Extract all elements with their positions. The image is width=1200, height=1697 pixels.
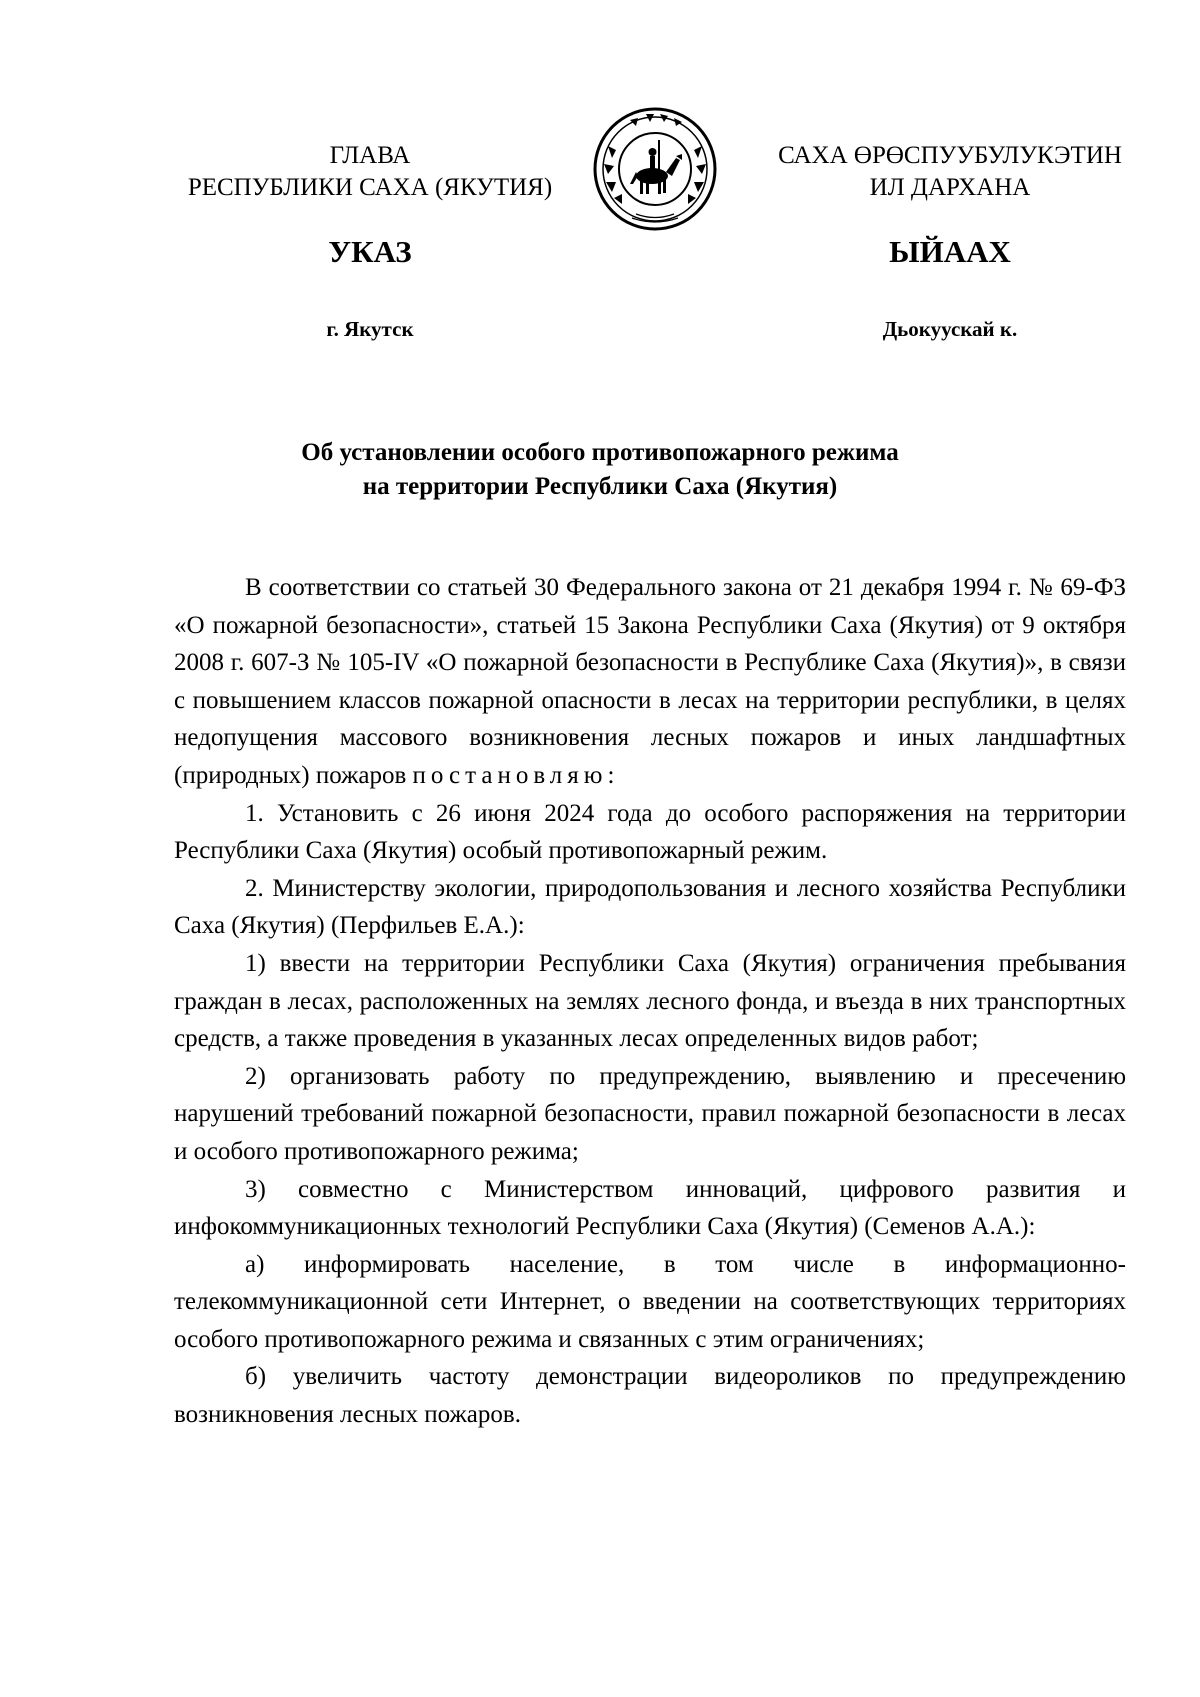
item-paragraph: б) увеличить частоту демонстрации видеороликов по предупреждению возникновения лесных пожаров.: [174, 1363, 1126, 1429]
issuer-ru-line2: РЕСПУБЛИКИ САХА (ЯКУТИЯ): [187, 174, 553, 201]
issuer-sah-line2: ИЛ ДАРХАНА: [869, 174, 1031, 201]
city-sah: Дьокуускай к.: [882, 317, 1018, 341]
document-title-line1: Об установлении особого противопожарного режима: [301, 439, 899, 466]
issuer-sah: [750, 140, 1150, 204]
item-paragraph: 2) организовать работу по предупреждению, выявлению и пресечению нарушений требований пожарной безопасности, правил пожарной безопасности в лесах и особого противопожарного режима;: [174, 1062, 1126, 1165]
item-paragraph: 1) ввести на территории Республики Саха (Якутия) ограничения пребывания граждан в лесах, расположенных на землях лесного фонда, и въезда в них транспортных средств, а также проведения в указанных лесах определенных видов работ;: [174, 949, 1126, 1053]
issuer-ru-line1: ГЛАВА: [329, 142, 411, 169]
document-title: [200, 436, 1000, 504]
city-ru: г. Якутск: [326, 317, 414, 341]
decree-word: постановляю:: [412, 761, 620, 789]
decree-type-ru: УКАЗ: [328, 234, 412, 269]
preamble-text: В соответствии со статьей 30 Федерального закона от 21 декабря 1994 г. № 69-ФЗ «О пожарной безопасности», статьей 15 Закона Республики Саха (Якутия) от 9 октября 2008 г. 607-З № 105-IV «О пожарной безопасности в Республике Саха (Якутия)», в связи с повышением классов пожарной опасности в лесах на территории республики, в целях недопущения массового возникновения лесных пожаров и иных ландшафтных (природных) пожаров: [174, 574, 1126, 789]
item-paragraph: а) информировать население, в том числе в информационно-телекоммуникационной сети Интернет, о введении на соответствующих территориях особого противопожарного режима и связанных с этим ограничениях;: [174, 1250, 1126, 1353]
coat-of-arms-icon: [592, 106, 718, 232]
decree-type-sah: ЫЙААХ: [889, 234, 1011, 269]
issuer-sah-line1: САХА ӨРӨСПУУБУЛУКЭТИН: [778, 142, 1122, 169]
document-body: [174, 569, 1126, 1434]
issuer-ru: [160, 140, 580, 204]
item-paragraph: 2. Министерству экологии, природопользования и лесного хозяйства Республики Саха (Якутия) (Перфильев Е.А.):: [174, 874, 1126, 940]
item-paragraph: 3) совместно с Министерством инноваций, цифрового развития и инфокоммуникационных технологий Республики Саха (Якутия) (Семенов А.А.):: [174, 1175, 1126, 1241]
document-title-line2: на территории Республики Саха (Якутия): [362, 473, 838, 500]
preamble-paragraph: [174, 569, 1126, 795]
item-paragraph: 1. Установить с 26 июня 2024 года до особого распоряжения на территории Республики Саха (Якутия) особый противопожарный режим.: [174, 799, 1126, 865]
